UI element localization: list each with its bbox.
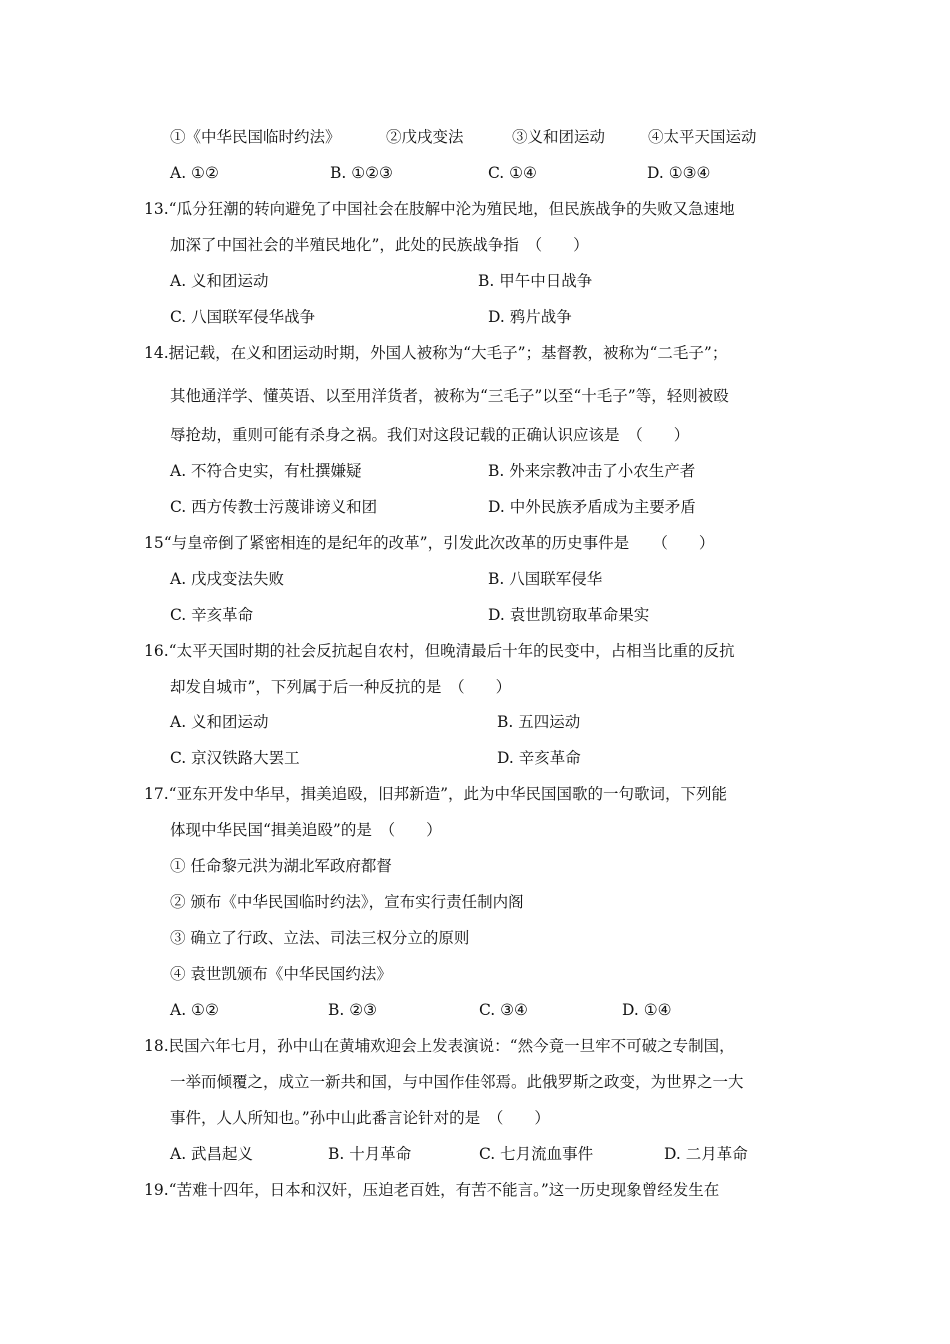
q17-option-d: D. ①④ [622,1001,672,1019]
q16-option-a: A. 义和团运动 [170,713,269,731]
q17-option-a: A. ①② [170,1001,219,1019]
q18-option-d: D. 二月革命 [664,1145,748,1163]
q18-stem-line-2: 一举而倾覆之，成立一新共和国，与中国作佳邻焉。此俄罗斯之政变，为世界之一大 [170,1073,744,1091]
q13-option-b: B. 甲午中日战争 [478,272,593,290]
q16-option-c: C. 京汉铁路大罢工 [170,749,300,767]
q15-option-c: C. 辛亥革命 [170,606,254,624]
q13-stem-line-2: 加深了中国社会的半殖民地化”，此处的民族战争指 （ ） [170,236,589,254]
q12-option-d: D. ①③④ [647,164,711,182]
q12-item-1: ①《中华民国临时约法》 [170,128,341,146]
q16-stem-line-2: 却发自城市”，下列属于后一种反抗的是 （ ） [170,678,512,696]
q16-option-b: B. 五四运动 [497,713,581,731]
q14-option-d: D. 中外民族矛盾成为主要矛盾 [488,498,696,516]
q16-stem-line-1: 16.“太平天国时期的社会反抗起自农村，但晚清最后十年的民变中，占相当比重的反抗 [144,642,735,660]
q17-item-1: ① 任命黎元洪为湖北军政府都督 [170,857,392,875]
q17-item-4: ④ 袁世凯颁布《中华民国约法》 [170,965,392,983]
q15-stem-line-1: 15“与皇帝倒了紧密相连的是纪年的改革”，引发此次改革的历史事件是 （ ） [144,534,715,552]
q13-option-d: D. 鸦片战争 [488,308,572,326]
q17-item-2: ② 颁布《中华民国临时约法》，宣布实行责任制内阁 [170,893,524,911]
q15-option-d: D. 袁世凯窃取革命果实 [488,606,650,624]
q18-option-c: C. 七月流血事件 [479,1145,594,1163]
q17-stem-line-2: 体现中华民国“揖美追殴”的是 （ ） [170,821,442,839]
q15-option-b: B. 八国联军侵华 [488,570,603,588]
q17-item-3: ③ 确立了行政、立法、司法三权分立的原则 [170,929,470,947]
q18-stem-line-3: 事件，人人所知也。”孙中山此番言论针对的是 （ ） [170,1109,550,1127]
q12-option-b: B. ①②③ [330,164,393,182]
q18-stem-line-1: 18.民国六年七月，孙中山在黄埔欢迎会上发表演说：“然今竟一旦牢不可破之专制国， [144,1037,735,1055]
q18-option-b: B. 十月革命 [328,1145,412,1163]
q14-option-a: A. 不符合史实，有杜撰嫌疑 [170,462,362,480]
q12-option-c: C. ①④ [488,164,537,182]
q13-option-a: A. 义和团运动 [170,272,269,290]
q15-option-a: A. 戊戌变法失败 [170,570,285,588]
q14-stem-line-2: 其他通洋学、懂英语、以至用洋货者，被称为“三毛子”以至“十毛子”等，轻则被殴 [170,387,729,405]
q14-option-c: C. 西方传教士污蔑诽谤义和团 [170,498,378,516]
q17-option-b: B. ②③ [328,1001,378,1019]
q17-stem-line-1: 17.“亚东开发中华早，揖美追殴，旧邦新造”，此为中华民国国歌的一句歌词，下列能 [144,785,728,803]
q14-stem-line-3: 辱抢劫，重则可能有杀身之祸。我们对这段记载的正确认识应该是 （ ） [170,426,690,444]
q12-item-4: ④太平天国运动 [648,128,757,146]
q16-option-d: D. 辛亥革命 [497,749,581,767]
q19-stem-line-1: 19.“苦难十四年，日本和汉奸，压迫老百姓，有苦不能言。”这一历史现象曾经发生在 [144,1181,720,1199]
q12-option-a: A. ①② [170,164,219,182]
q13-stem-line-1: 13.“瓜分狂潮的转向避免了中国社会在肢解中沦为殖民地，但民族战争的失败又急速地 [144,200,735,218]
q18-option-a: A. 武昌起义 [170,1145,254,1163]
q12-item-2: ②戊戌变法 [386,128,464,146]
q13-option-c: C. 八国联军侵华战争 [170,308,316,326]
q12-item-3: ③义和团运动 [512,128,606,146]
q14-option-b: B. 外来宗教冲击了小农生产者 [488,462,696,480]
q14-stem-line-1: 14.据记载，在义和团运动时期，外国人被称为“大毛子”；基督教，被称为“二毛子”； [144,344,728,362]
q17-option-c: C. ③④ [479,1001,528,1019]
